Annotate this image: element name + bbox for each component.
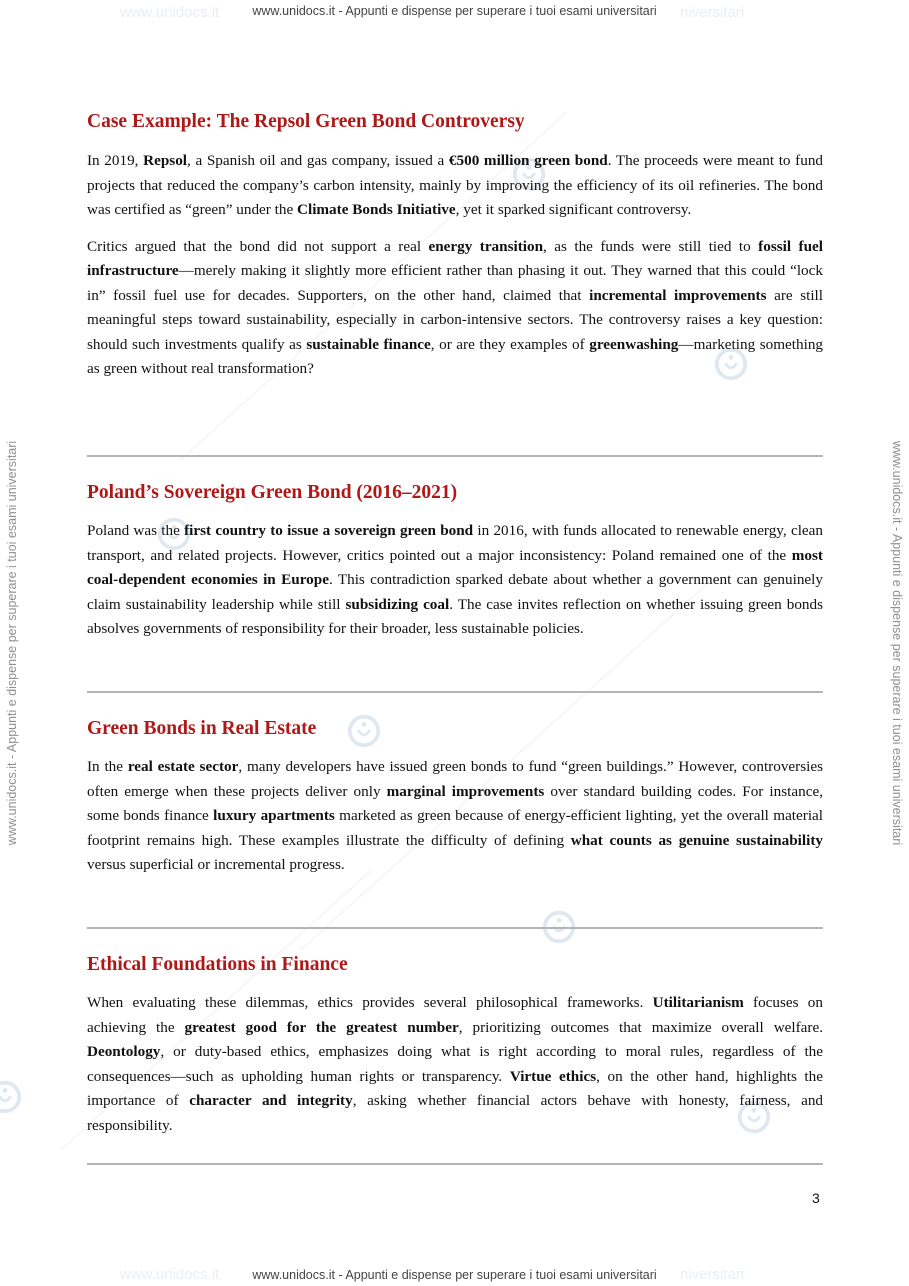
bold-text: Repsol xyxy=(143,152,188,169)
bold-text: subsidizing coal xyxy=(345,595,450,613)
bold-text: sustainable finance xyxy=(306,335,431,353)
text-run: focuses on achieving the xyxy=(87,994,823,1036)
text-run: Poland was the xyxy=(87,522,185,539)
bold-text: €500 million green bond xyxy=(448,152,608,169)
text-run: In 2019, xyxy=(87,152,144,169)
bold-text: first country to issue a sovereign green bond xyxy=(184,522,474,539)
text-run: —merely making it slightly more efficient rather than phasing it out. They warned that this could “lock in” fossil fuel use for decades. Supporters, on the other hand, claimed that xyxy=(87,262,823,304)
watermark-banner-left: www.unidocs.it - Appunti e dispense per superare i tuoi esami universitari xyxy=(5,440,19,846)
text-run: in 2016, with funds allocated to renewable energy, clean transport, and related projects. However, critics pointed out a major inconsistency: Poland remained one of the xyxy=(87,522,823,564)
bold-text: character and integrity xyxy=(189,1092,353,1109)
text-run: versus superficial or incremental progress. xyxy=(87,856,345,873)
ghost-watermark-text: www.unidocs.it xyxy=(120,4,220,21)
section-divider xyxy=(87,691,823,693)
bold-text: greatest good for the greatest number xyxy=(184,1018,459,1036)
text-run: . The case invites reflection on whether issuing green bonds absolves governments of responsibility for their broader, less sustainable policies. xyxy=(87,595,824,637)
text-run: . This contradiction sparked debate about whether a government can genuinely claim sustainability leadership while still xyxy=(87,571,823,613)
text-run: , many developers have issued green bonds to fund “green buildings.” However, controversies often emerge when these projects deliver only xyxy=(87,758,823,800)
text-run: , as the funds were still tied to xyxy=(543,237,759,255)
watermark-banner-right: www.unidocs.it - Appunti e dispense per superare i tuoi esami universitari xyxy=(890,440,904,846)
ghost-watermark-suffix: niversitari xyxy=(680,4,745,21)
text-run: , on the other hand, highlights the importance of xyxy=(87,1067,823,1109)
bold-text: what counts as genuine sustainability xyxy=(570,831,823,849)
unidocs-logo-watermark xyxy=(0,1078,24,1116)
paragraph xyxy=(87,991,823,1138)
text-run: In the xyxy=(87,758,128,775)
text-run: , asking whether financial actors behave with honesty, fairness, and responsibility. xyxy=(87,1092,824,1134)
bold-text: fossil fuel infrastructure xyxy=(87,237,823,279)
section-title: Poland’s Sovereign Green Bond (2016–2021) xyxy=(87,482,458,503)
bold-text: luxury apartments xyxy=(213,807,335,824)
text-run: , a Spanish oil and gas company, issued a xyxy=(187,152,449,169)
text-run: , or are they examples of xyxy=(430,335,590,353)
section-divider xyxy=(87,1163,823,1165)
watermark-banner-top: www.unidocs.it - Appunti e dispense per superare i tuoi esami universitari xyxy=(252,4,657,18)
bold-text: Utilitarianism xyxy=(652,994,744,1011)
paragraph xyxy=(87,755,823,878)
text-run: over standard building codes. For instance, some bonds finance xyxy=(87,782,823,824)
bold-text: most coal-dependent economies in Europe xyxy=(87,546,823,588)
ghost-watermark-text: www.unidocs.it xyxy=(120,1266,220,1283)
ghost-watermark-suffix: niversitari xyxy=(680,1266,745,1283)
bold-text: energy transition xyxy=(428,237,544,255)
text-run: When evaluating these dilemmas, ethics provides several philosophical frameworks. xyxy=(87,994,653,1011)
text-run: , prioritizing outcomes that maximize overall welfare. xyxy=(458,1018,824,1036)
bold-text: marginal improvements xyxy=(386,782,545,800)
section-repsol xyxy=(87,110,823,382)
section-poland xyxy=(87,481,823,642)
section-ethics xyxy=(87,953,823,1138)
paragraph xyxy=(87,149,823,223)
text-run: , yet it sparked significant controversy. xyxy=(455,201,692,218)
text-run: marketed as green because of energy-efficient lighting, yet the overall material footprint remains high. These examples illustrate the difficulty of defining xyxy=(87,807,824,849)
section-title: Case Example: The Repsol Green Bond Controversy xyxy=(87,111,525,132)
section-divider xyxy=(87,455,823,457)
section-divider xyxy=(87,927,823,929)
text-run: . The proceeds were meant to fund projects that reduced the company’s carbon intensity, mainly by improving the efficiency of its oil refineries. The bond was certified as “green” under the xyxy=(87,152,824,218)
bold-text: Virtue ethics xyxy=(509,1067,597,1085)
section-title: Green Bonds in Real Estate xyxy=(87,718,317,739)
text-run: are still meaningful steps toward sustainability, especially in carbon-intensive sectors. The controversy raises a key question: should such investments qualify as xyxy=(87,286,823,353)
bold-text: Climate Bonds Initiative xyxy=(297,201,456,218)
text-run: , or duty-based ethics, emphasizes doing what is right according to moral rules, regardless of the consequences—such as upholding human rights or transparency. xyxy=(87,1043,823,1085)
text-run: Critics argued that the bond did not support a real xyxy=(87,237,429,255)
paragraph xyxy=(87,519,823,642)
bold-text: incremental improvements xyxy=(589,286,767,304)
section-title: Ethical Foundations in Finance xyxy=(87,954,348,975)
section-real-estate xyxy=(87,717,823,878)
text-run: —marketing something as green without real transformation? xyxy=(87,335,824,377)
page-number: 3 xyxy=(812,1190,820,1206)
watermark-banner-bottom: www.unidocs.it - Appunti e dispense per superare i tuoi esami universitari xyxy=(252,1268,657,1282)
paragraph xyxy=(87,235,823,382)
bold-text: greenwashing xyxy=(589,335,679,353)
bold-text: real estate sector xyxy=(127,758,239,775)
bold-text: Deontology xyxy=(87,1043,161,1060)
